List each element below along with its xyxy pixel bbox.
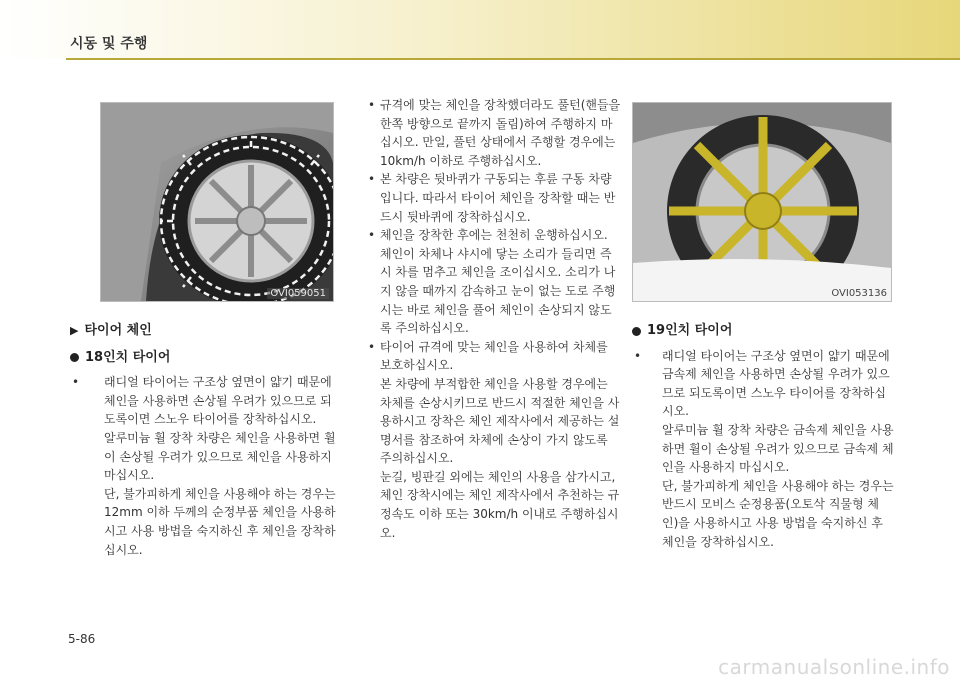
bullet-text: • 체인을 장착한 후에는 천천히 운행하십시오. 체인이 차체나 샤시에 닿는 소리가 들리면 즉시 차를 멈추고 체인을 조이십시오. 소리가 나지 않을 때까지 감속하고 눈이 없는 도로 주행시는 바로 체인을 풀어 체인이 손상되지 않도록 주의하십시오. — [366, 226, 622, 338]
subheading-text: 19인치 타이어 — [647, 323, 733, 338]
bullet-text: • 규격에 맞는 체인을 장착했더라도 풀턴(핸들을 한쪽 방향으로 끝까지 돌림)하여 주행하지 마십시오. 만일, 풀턴 상태에서 주행할 경우에는 10km/h 이하로 주행하십시오. — [366, 96, 622, 170]
left-column — [70, 322, 338, 559]
fabric-chain-illustration — [633, 103, 891, 301]
figure-code: OVI053136 — [831, 288, 887, 299]
bullet-text: • 래디얼 타이어는 구조상 옆면이 얇기 때문에 금속제 체인을 사용하면 손상될 우려가 있으므로 되도록이면 스노우 타이어를 장착하십시오. — [632, 347, 894, 421]
chain-tire-figure — [100, 102, 334, 302]
heading-text: 타이어 체인 — [84, 323, 152, 338]
bullet-text: • 래디얼 타이어는 구조상 옆면이 얇기 때문에 체인을 사용하면 손상될 우려가 있으므로 되도록이면 스노우 타이어를 장착하십시오. — [70, 373, 338, 429]
paragraph: 알루미늄 휠 장착 차량은 체인을 사용하면 휠이 손상될 우려가 있으므로 체인을 사용하지 마십시오. — [104, 430, 336, 483]
section-title: 시동 및 주행 — [70, 36, 148, 52]
subheading-18inch — [70, 349, 338, 368]
triangle-icon: ▶ — [70, 324, 79, 337]
chain-tire-illustration — [101, 103, 333, 301]
watermark: carmanualsonline.info — [718, 655, 950, 679]
subheading-19inch — [632, 322, 894, 341]
paragraph: 본 차량에 부적합한 체인을 사용할 경우에는 차체를 손상시키므로 반드시 적절한 체인을 사용하시고 장착은 체인 제작사에서 제공하는 설명서를 참조하여 차체에 손상이 가지 않도록 주의하십시오. — [380, 376, 620, 466]
paragraph: 단, 불가피하게 체인을 사용해야 하는 경우는 12mm 이하 두께의 순정부품 체인을 사용하시고 사용 방법을 숙지하신 후 체인을 장착하십시오. — [104, 486, 336, 557]
fabric-chain-figure — [632, 102, 892, 302]
page-number: 5-86 — [68, 632, 96, 646]
figure-code: OVI059051 — [267, 288, 329, 299]
bullet-text: • 본 차량은 뒷바퀴가 구동되는 후륜 구동 차량입니다. 따라서 타이어 체인을 장착할 때는 반드시 뒷바퀴에 장착하십시오. — [366, 170, 622, 226]
middle-column — [366, 96, 622, 542]
bullet-text: • 타이어 규격에 맞는 체인을 사용하여 차체를 보호하십시오. — [366, 338, 622, 375]
subheading-text: 18인치 타이어 — [85, 349, 171, 365]
right-column — [632, 322, 894, 551]
paragraph: 알루미늄 휠 장착 차량은 금속제 체인을 사용하면 휠이 손상될 우려가 있으므로 금속제 체인을 사용하지 마십시오. — [662, 422, 894, 475]
heading-tire-chain — [70, 322, 338, 341]
header-rule — [66, 58, 960, 60]
paragraph: 눈길, 빙판길 외에는 체인의 사용을 삼가시고, 체인 장착시에는 체인 제작사에서 추천하는 규정속도 이하 또는 30km/h 이내로 주행하십시오. — [380, 469, 620, 540]
bullet-dot-icon — [632, 327, 641, 336]
paragraph: 단, 불가피하게 체인을 사용해야 하는 경우는 반드시 모비스 순정용품(오토삭 직물형 체인)을 사용하시고 사용 방법을 숙지하신 후 체인을 장착하십시오. — [662, 478, 894, 549]
bullet-dot-icon — [70, 353, 79, 362]
